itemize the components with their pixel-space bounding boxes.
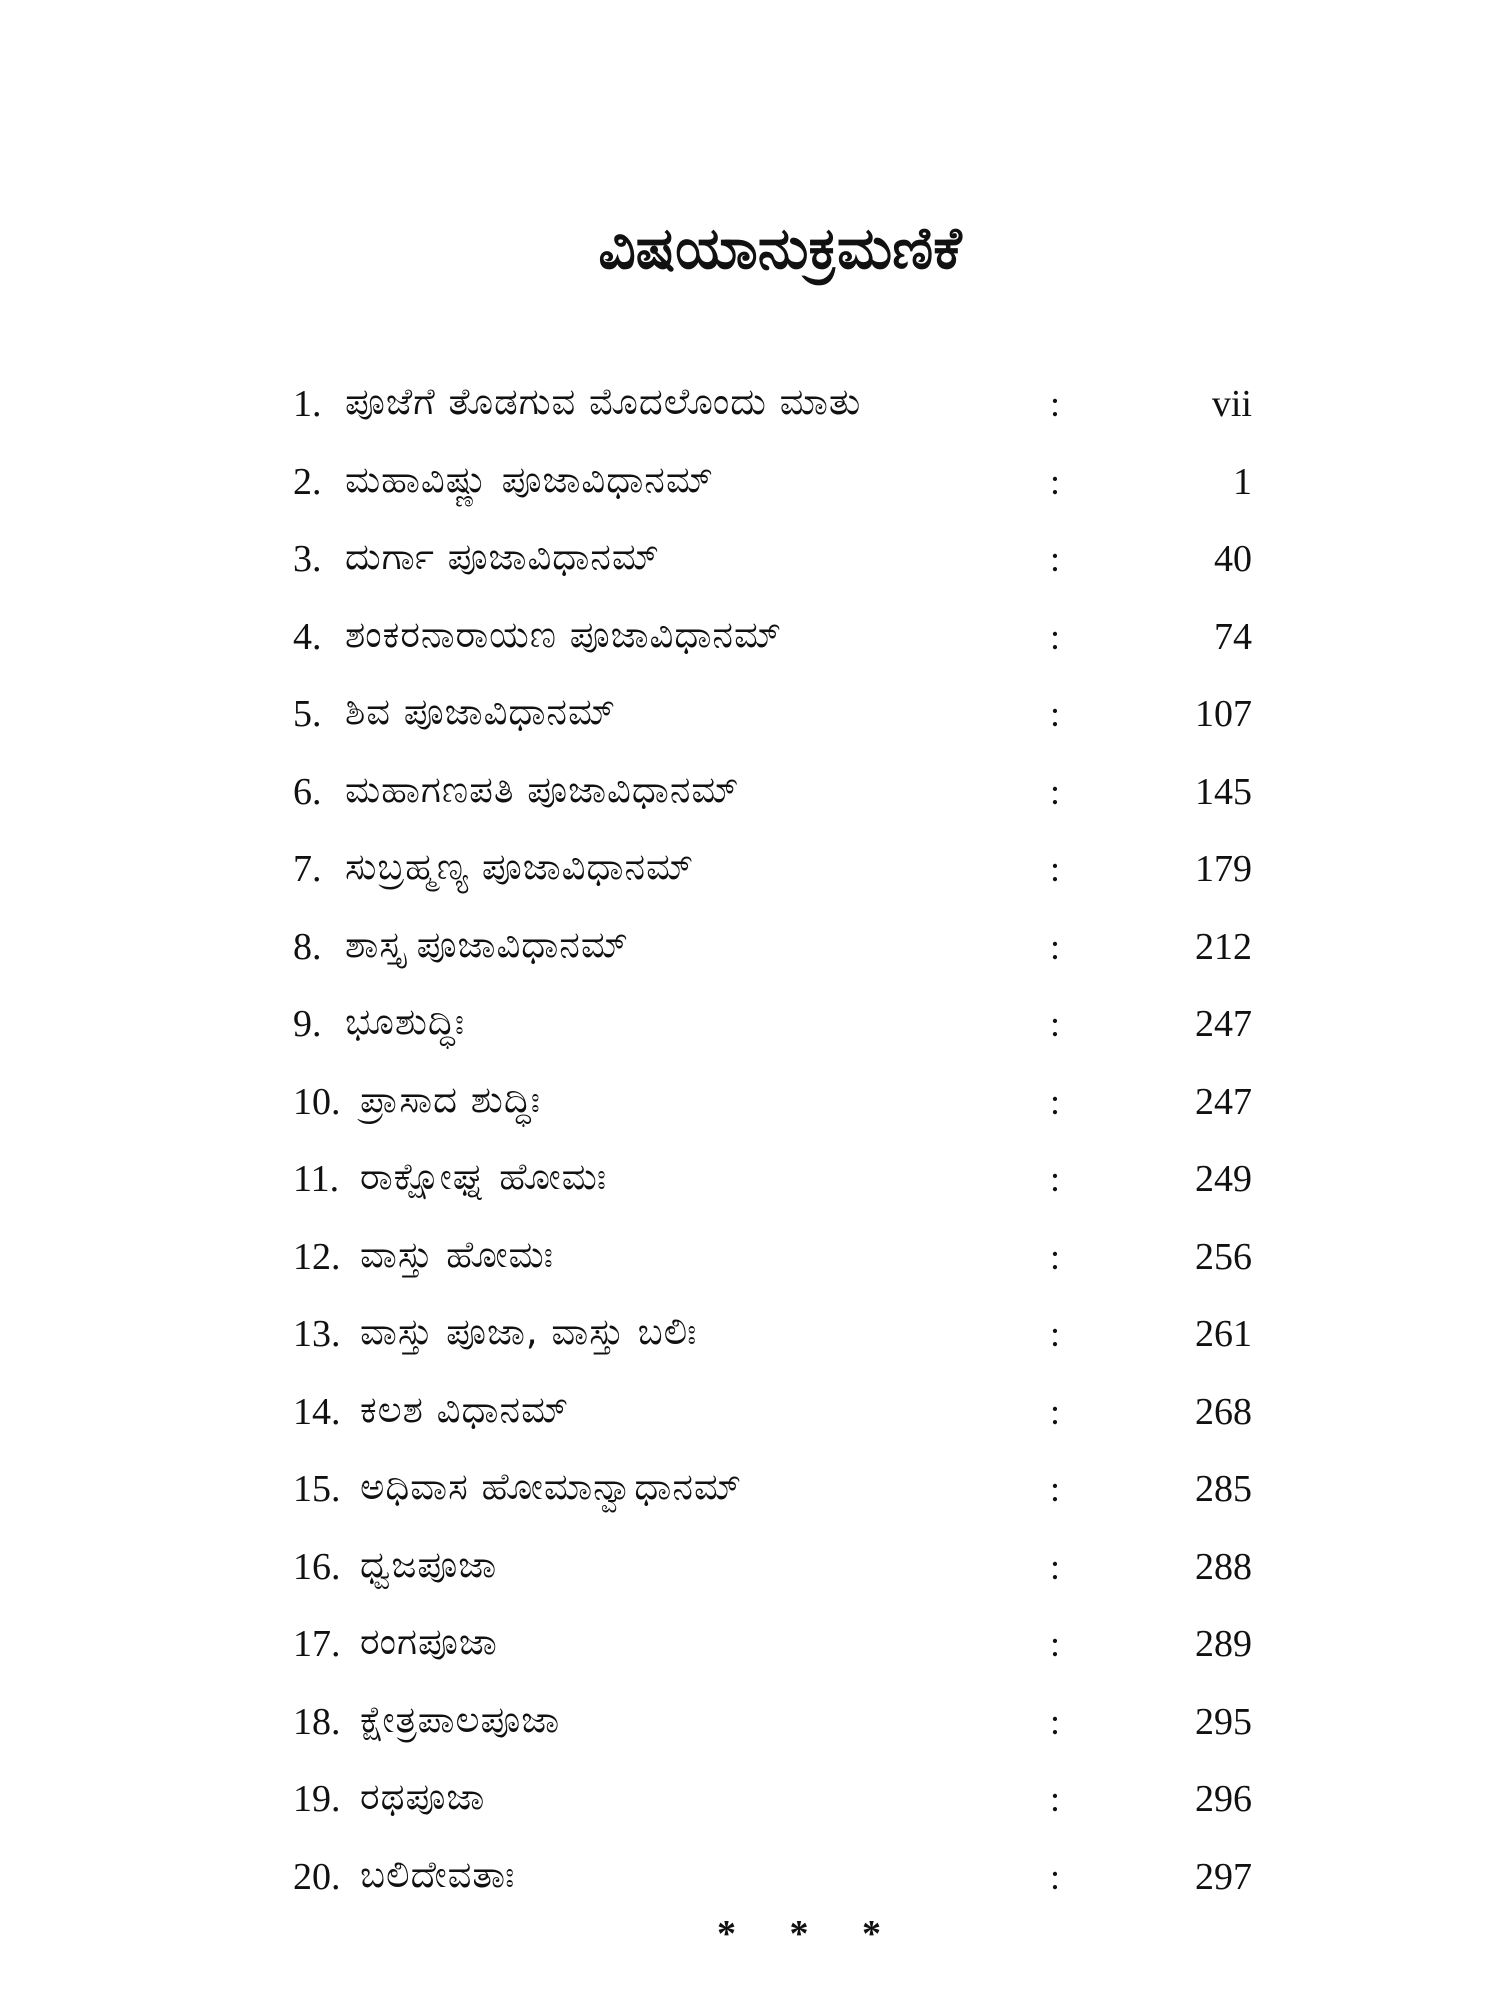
toc-entry-separator: : <box>1050 694 1061 734</box>
toc-entry-page: 247 <box>1195 1003 1252 1045</box>
toc-entry-separator: : <box>1050 1081 1061 1122</box>
toc-entry-number: 5. <box>293 693 322 735</box>
page-title: ವಿಷಯಾನುಕ್ರಮಣಿಕೆ <box>598 214 962 282</box>
toc-entry-separator: : <box>1050 616 1061 657</box>
toc-entry <box>0 1298 1500 1376</box>
toc-entry-number: 12. <box>293 1235 341 1278</box>
toc-entry-number: 20. <box>293 1855 341 1898</box>
toc-entry <box>0 1686 1500 1764</box>
toc-entry-title: ಮಹಾಗಣಪತಿ ಪೂಜಾವಿಧಾನಮ್ <box>345 767 740 811</box>
toc-entry-number: 4. <box>293 615 322 658</box>
end-ornament: * * * <box>717 1913 903 1955</box>
toc-entry-separator: : <box>1050 1159 1061 1199</box>
toc-entry-page: 295 <box>1195 1700 1252 1743</box>
toc-entry-separator: : <box>1050 926 1061 967</box>
toc-entry <box>0 1531 1500 1609</box>
toc-entry <box>0 601 1500 679</box>
toc-entry-number: 8. <box>293 925 322 968</box>
toc-entry <box>0 911 1500 989</box>
table-of-contents <box>0 368 1500 1918</box>
toc-entry-number: 7. <box>293 848 322 890</box>
toc-entry-separator: : <box>1050 539 1061 579</box>
toc-entry-number: 19. <box>293 1778 341 1820</box>
toc-entry-page: 289 <box>1195 1623 1252 1665</box>
toc-entry-title: ಅಧಿವಾಸ ಹೋಮಾನ್ವಾಧಾನಮ್ <box>360 1465 743 1508</box>
toc-entry <box>0 1841 1500 1919</box>
toc-entry-page: 256 <box>1195 1235 1252 1278</box>
toc-entry-separator: : <box>1050 1236 1061 1277</box>
toc-entry-page: vii <box>1211 383 1252 425</box>
toc-entry-page: 40 <box>1214 538 1252 580</box>
toc-entry-separator: : <box>1050 1624 1061 1664</box>
toc-entry-separator: : <box>1050 1391 1061 1432</box>
toc-entry-title: ಕ್ಷೇತ್ರಪಾಲಪೂಜಾ <box>360 1697 561 1741</box>
toc-entry-page: 107 <box>1195 693 1252 735</box>
toc-entry-page: 74 <box>1214 615 1252 658</box>
toc-entry-title: ಶಿವ ಪೂಜಾವಿಧಾನಮ್ <box>345 690 617 733</box>
toc-entry-separator: : <box>1050 849 1061 889</box>
toc-entry-page: 1 <box>1233 460 1252 503</box>
toc-entry-separator: : <box>1050 771 1061 812</box>
toc-entry-number: 11. <box>293 1158 340 1200</box>
toc-entry-page: 268 <box>1195 1390 1252 1433</box>
toc-entry-title: ವಾಸ್ತು ಹೋಮಃ <box>360 1232 554 1276</box>
toc-entry-separator: : <box>1050 1546 1061 1587</box>
toc-entry-number: 16. <box>293 1545 341 1588</box>
toc-entry-number: 10. <box>293 1080 341 1123</box>
toc-entry-separator: : <box>1050 1469 1061 1509</box>
toc-entry-page: 212 <box>1195 925 1252 968</box>
toc-entry-title: ಶಾಸ್ತೃ ಪೂಜಾವಿಧಾನಮ್ <box>345 922 630 966</box>
toc-entry-title: ವಾಸ್ತು ಪೂಜಾ, ವಾಸ್ತು ಬಲಿಃ <box>360 1310 698 1353</box>
toc-entry-title: ಭೂಶುದ್ಧಿಃ <box>345 1000 466 1043</box>
toc-entry-page: 285 <box>1195 1468 1252 1510</box>
toc-entry <box>0 446 1500 524</box>
toc-entry-title: ಮಹಾವಿಷ್ಣು ಪೂಜಾವಿಧಾನಮ್ <box>345 457 715 501</box>
toc-entry-number: 14. <box>293 1390 341 1433</box>
toc-entry-page: 179 <box>1195 848 1252 890</box>
toc-entry <box>0 1221 1500 1299</box>
toc-entry <box>0 523 1500 601</box>
toc-entry-title: ಪೂಜೆಗೆ ತೊಡಗುವ ಮೊದಲೊಂದು ಮಾತು <box>345 380 862 423</box>
toc-entry <box>0 368 1500 446</box>
toc-entry-page: 249 <box>1195 1158 1252 1200</box>
toc-entry-separator: : <box>1050 1004 1061 1044</box>
toc-entry <box>0 1376 1500 1454</box>
toc-entry-page: 288 <box>1195 1545 1252 1588</box>
toc-entry-number: 18. <box>293 1700 341 1743</box>
toc-entry-title: ರಂಗಪೂಜಾ <box>360 1620 498 1663</box>
toc-entry-title: ದುರ್ಗಾ ಪೂಜಾವಿಧಾನಮ್ <box>345 535 661 578</box>
toc-entry <box>0 1453 1500 1531</box>
toc-entry-title: ರಥಪೂಜಾ <box>360 1775 486 1818</box>
toc-entry-separator: : <box>1050 1779 1061 1819</box>
toc-entry-title: ಸುಬ್ರಹ್ಮಣ್ಯ ಪೂಜಾವಿಧಾನಮ್ <box>345 845 695 888</box>
toc-entry-number: 3. <box>293 538 322 580</box>
toc-entry-separator: : <box>1050 384 1061 424</box>
toc-entry-title: ಧ್ವಜಪೂಜಾ <box>360 1542 498 1586</box>
toc-entry-title: ಶಂಕರನಾರಾಯಣ ಪೂಜಾವಿಧಾನಮ್ <box>345 612 783 656</box>
toc-entry-number: 1. <box>293 383 322 425</box>
toc-entry <box>0 1143 1500 1221</box>
toc-entry <box>0 833 1500 911</box>
toc-entry-title: ಬಲಿದೇವತಾಃ <box>360 1852 516 1896</box>
toc-entry <box>0 678 1500 756</box>
toc-entry-page: 297 <box>1195 1855 1252 1898</box>
toc-entry-number: 17. <box>293 1623 341 1665</box>
toc-entry-separator: : <box>1050 1856 1061 1897</box>
toc-entry <box>0 1066 1500 1144</box>
toc-entry-number: 15. <box>293 1468 341 1510</box>
toc-entry-number: 2. <box>293 460 322 503</box>
toc-entry <box>0 1608 1500 1686</box>
toc-entry-separator: : <box>1050 1701 1061 1742</box>
toc-entry <box>0 756 1500 834</box>
toc-entry <box>0 1763 1500 1841</box>
toc-entry-page: 145 <box>1195 770 1252 813</box>
toc-entry-title: ಪ್ರಾಸಾದ ಶುದ್ಧಿಃ <box>360 1077 541 1121</box>
toc-entry <box>0 988 1500 1066</box>
toc-entry-title: ರಾಕ್ಷೋಘ್ನ ಹೋಮಃ <box>360 1155 608 1198</box>
toc-entry-page: 247 <box>1195 1080 1252 1123</box>
toc-entry-number: 6. <box>293 770 322 813</box>
toc-entry-number: 13. <box>293 1313 341 1355</box>
toc-entry-page: 296 <box>1195 1778 1252 1820</box>
toc-entry-number: 9. <box>293 1003 322 1045</box>
toc-entry-page: 261 <box>1195 1313 1252 1355</box>
toc-entry-separator: : <box>1050 1314 1061 1354</box>
toc-entry-separator: : <box>1050 461 1061 502</box>
toc-entry-title: ಕಲಶ ವಿಧಾನಮ್ <box>360 1387 570 1431</box>
